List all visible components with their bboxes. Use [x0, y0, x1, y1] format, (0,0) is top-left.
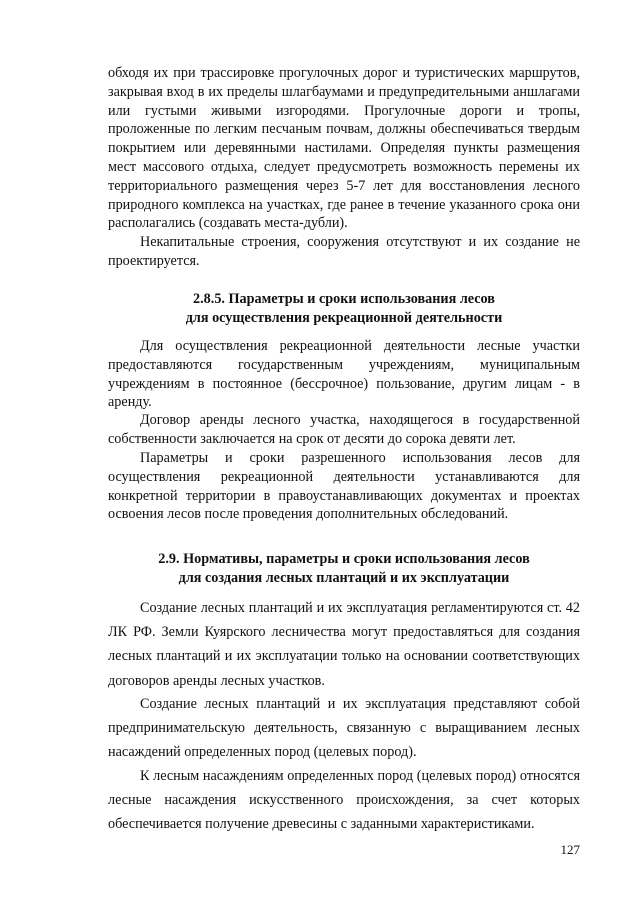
paragraph-trails: обходя их при трассировке прогулочных дорог и туристических маршрутов, закрывая вход в их пределы шлагбаумами и предупредительными аншлагами или густыми живыми изгородями. Прогулочные дороги и тропы, проложенные по легким песчаным почвам, должны обеспечиваться твердым покрытием или деревянными настилами. Определяя пункты размещения мест массового отдыха, следует предусмотреть возможность перемены их территориального размещения через 5-7 лет для восстановления лесного природного комплекса на участках, где ранее в течение указанного срока они располагались (создавать места-дубли).	[108, 65, 580, 232]
heading-line: 2.9. Нормативы, параметры и сроки использования лесов	[158, 551, 530, 567]
heading-line: для создания лесных плантаций и их эксплуатации	[178, 569, 510, 586]
paragraph-provision: Для осуществления рекреационной деятельности лесные участки предоставляются государственным учреждениям, муниципальным учреждениям в постоянное (бессрочное) пользование, другим лицам - в аренду.	[108, 338, 580, 411]
page-number: 127	[560, 842, 580, 857]
paragraph-target-species: К лесным насаждениям определенных пород (целевых пород) относятся лесные насаждения искусственного происхождения, за счет которых обеспечивается получение древесины с заданными характеристиками.	[108, 768, 580, 833]
paragraph-lease-term: Договор аренды лесного участка, находящегося в государственной собственности заключается на срок от десяти до сорока девяти лет.	[108, 412, 580, 447]
section-heading-2-9	[108, 550, 580, 588]
paragraph-plantations-regulation: Создание лесных плантаций и их эксплуатация регламентируются ст. 42 ЛК РФ. Земли Куярского лесничества могут предоставляться для создания лесных плантаций и их эксплуатации только на основании соответствующих договоров аренды лесных участков.	[108, 600, 580, 689]
heading-line: 2.8.5. Параметры и сроки использования лесов	[193, 291, 495, 307]
heading-line: для осуществления рекреационной деятельности	[185, 309, 503, 326]
paragraph-parameters: Параметры и сроки разрешенного использования лесов для осуществления рекреационной деятельности устанавливаются для конкретной территории в правоустанавливающих документах и проектах освоения лесов после проведения дополнительных обследований.	[108, 450, 580, 523]
section-heading-2-8-5	[108, 290, 580, 328]
paragraph-entrepreneurship: Создание лесных плантаций и их эксплуатация представляют собой предпринимательскую деятельность, связанную с выращиванием лесных насаждений определенных пород (целевых пород).	[108, 696, 580, 761]
paragraph-structures: Некапитальные строения, сооружения отсутствуют и их создание не проектируется.	[108, 234, 580, 269]
